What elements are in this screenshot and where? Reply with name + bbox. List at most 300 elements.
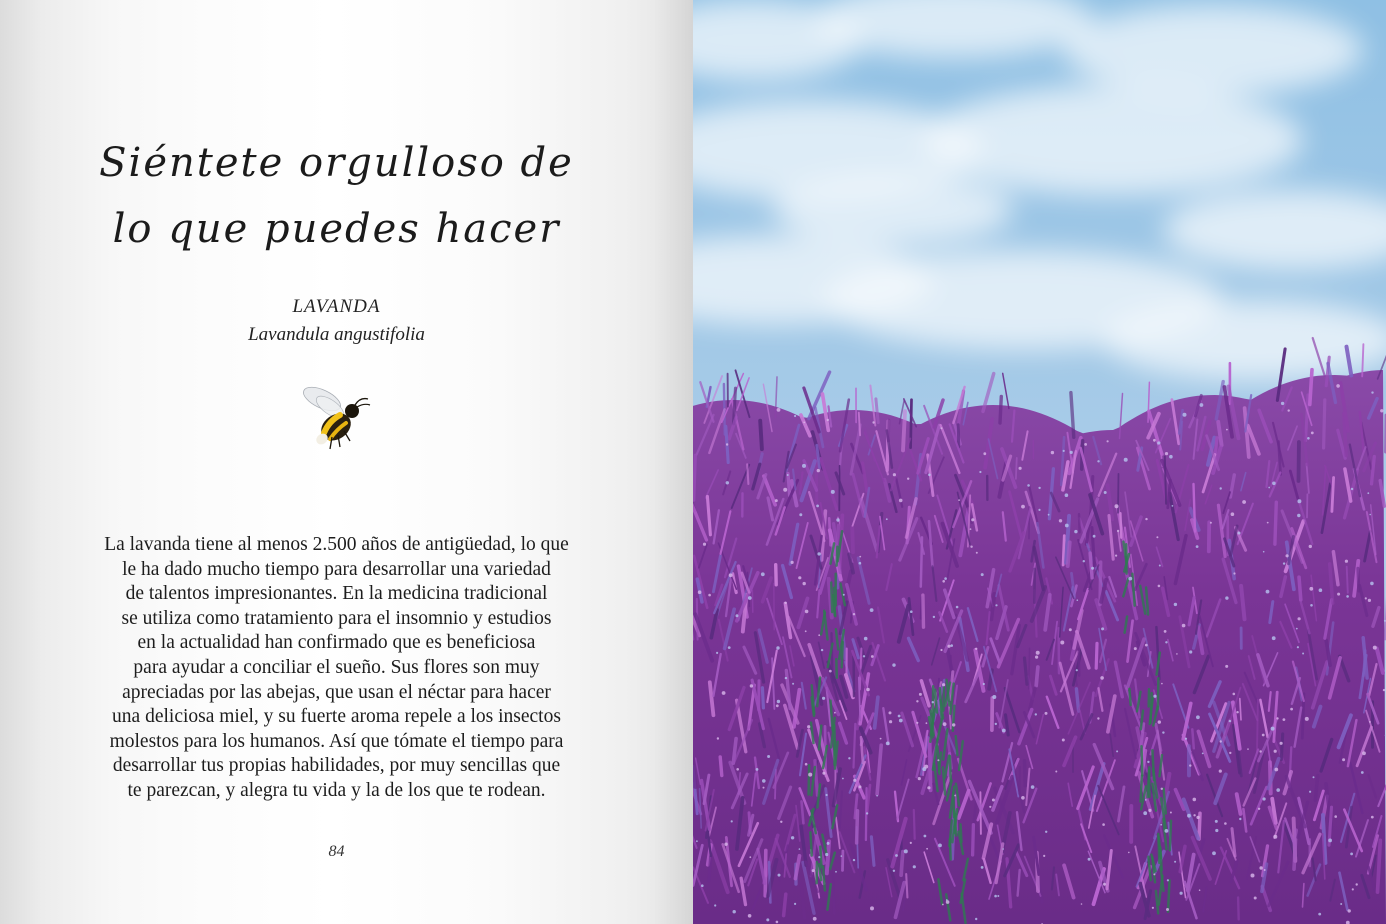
stem-stroke	[943, 687, 944, 710]
plant-common-name: LAVANDA	[292, 296, 381, 317]
blossom-dot	[853, 859, 855, 861]
blossom-dot	[1169, 455, 1173, 459]
blossom-dot	[1307, 437, 1310, 440]
blossom-dot	[1097, 717, 1099, 719]
stem-stroke	[1142, 746, 1143, 775]
blossom-dot	[943, 722, 947, 726]
blossom-dot	[1236, 711, 1238, 713]
blossom-dot	[794, 903, 796, 905]
blossom-dot	[1310, 604, 1313, 607]
blossom-dot	[913, 865, 916, 868]
blossom-dot	[1174, 861, 1176, 863]
stem-stroke	[837, 547, 838, 566]
blossom-dot	[783, 488, 787, 492]
lavender-stroke	[1068, 542, 1070, 566]
blossom-dot	[1272, 636, 1276, 640]
body-line: molestos para los humanos. Así que tómate el tiempo para	[109, 730, 564, 752]
blossom-dot	[1035, 713, 1037, 715]
blossom-dot	[942, 683, 945, 686]
stem-stroke	[1151, 693, 1152, 723]
blossom-dot	[1128, 852, 1130, 854]
blossom-dot	[805, 610, 809, 614]
blossom-dot	[1116, 750, 1118, 752]
blossom-dot	[1274, 768, 1278, 772]
lavender-field-illustration	[693, 0, 1386, 924]
blossom-dot	[827, 842, 830, 845]
blossom-dot	[893, 870, 895, 872]
blossom-dot	[1153, 695, 1156, 698]
lavender-stroke	[923, 595, 924, 627]
blossom-dot	[1334, 815, 1337, 818]
stem-stroke	[950, 756, 951, 781]
stem-stroke	[1170, 821, 1171, 851]
blossom-dot	[864, 637, 868, 641]
blossom-dot	[889, 720, 892, 723]
blossom-dot	[1153, 439, 1156, 442]
lavender-stroke	[694, 455, 696, 500]
lavender-stroke	[1275, 502, 1276, 544]
stem-stroke	[834, 588, 835, 616]
blossom-dot	[870, 906, 874, 910]
blossom-dot	[818, 634, 820, 636]
lavender-stroke	[857, 811, 858, 843]
blossom-dot	[1247, 748, 1249, 750]
blossom-dot	[841, 855, 843, 857]
blossom-dot	[1336, 384, 1340, 388]
blossom-dot	[1115, 504, 1119, 508]
blossom-dot	[979, 471, 981, 473]
blossom-dot	[1093, 535, 1096, 538]
blossom-dot	[1200, 403, 1204, 407]
lavender-stroke	[1257, 700, 1258, 752]
blossom-dot	[1081, 903, 1083, 905]
blossom-dot	[1051, 451, 1054, 454]
blossom-dot	[1367, 492, 1369, 494]
blossom-dot	[1297, 646, 1299, 648]
lavender-stroke	[1036, 667, 1038, 686]
blossom-dot	[1337, 593, 1340, 596]
blossom-dot	[756, 768, 759, 771]
blossom-dot	[1346, 595, 1349, 598]
blossom-dot	[731, 820, 733, 822]
blossom-dot	[1267, 522, 1269, 524]
blossom-dot	[736, 768, 739, 771]
blossom-dot	[1036, 651, 1040, 655]
blossom-dot	[853, 779, 856, 782]
blossom-dot	[785, 677, 787, 679]
blossom-dot	[983, 683, 985, 685]
blossom-dot	[898, 715, 901, 718]
blossom-dot	[1251, 874, 1255, 878]
blossom-dot	[1065, 524, 1069, 528]
blossom-dot	[799, 848, 801, 850]
blossom-dot	[947, 645, 950, 648]
blossom-dot	[1027, 484, 1030, 487]
blossom-dot	[1124, 458, 1128, 462]
blossom-dot	[1276, 788, 1280, 792]
blossom-dot	[805, 630, 807, 632]
blossom-dot	[904, 849, 908, 853]
blossom-dot	[1070, 451, 1073, 454]
blossom-dot	[971, 518, 974, 521]
blossom-dot	[863, 655, 865, 657]
blossom-dot	[1043, 855, 1045, 857]
blossom-dot	[983, 452, 986, 455]
blossom-dot	[1342, 758, 1345, 761]
blossom-dot	[975, 648, 977, 650]
blossom-dot	[1370, 582, 1374, 586]
blossom-dot	[1242, 500, 1246, 504]
blossom-dot	[1348, 909, 1351, 912]
blossom-dot	[728, 646, 731, 649]
blossom-dot	[1283, 718, 1286, 721]
blossom-dot	[975, 918, 977, 920]
blossom-dot	[1060, 641, 1064, 645]
plant-latin-name: Lavandula angustifolia	[248, 324, 425, 345]
blossom-dot	[938, 844, 942, 848]
blossom-dot	[866, 688, 870, 692]
blossom-dot	[1286, 554, 1289, 557]
lavender-stroke	[1016, 458, 1017, 479]
blossom-dot	[834, 712, 836, 714]
blossom-dot	[1185, 738, 1187, 740]
blossom-dot	[726, 443, 728, 445]
blossom-dot	[995, 604, 997, 606]
blossom-dot	[1350, 853, 1353, 856]
blossom-dot	[1328, 839, 1332, 843]
illustration-page	[693, 0, 1386, 924]
blossom-dot	[1182, 624, 1186, 628]
blossom-dot	[1196, 816, 1199, 819]
blossom-dot	[1296, 628, 1298, 630]
lavender-stroke	[1090, 553, 1092, 578]
stem-stroke	[842, 642, 843, 667]
blossom-dot	[825, 853, 828, 856]
blossom-dot	[1045, 712, 1048, 715]
lavender-stroke	[720, 757, 722, 776]
blossom-dot	[932, 701, 934, 703]
lavender-stroke	[1165, 457, 1166, 504]
title-line-1: Siéntete orgulloso de	[99, 140, 574, 186]
body-paragraph	[48, 533, 625, 804]
lavender-stroke	[1358, 568, 1359, 591]
stem-stroke	[956, 736, 958, 755]
blossom-dot	[1145, 799, 1147, 801]
blossom-dot	[981, 866, 984, 869]
blossom-dot	[1091, 567, 1094, 570]
blossom-dot	[976, 552, 978, 554]
blossom-dot	[1165, 829, 1169, 833]
blossom-dot	[1309, 791, 1311, 793]
lavender-stroke	[833, 873, 834, 913]
blossom-dot	[952, 723, 955, 726]
blossom-dot	[1226, 429, 1228, 431]
blossom-dot	[926, 722, 928, 724]
blossom-dot	[1174, 603, 1177, 606]
blossom-dot	[1152, 907, 1154, 909]
blossom-dot	[1274, 750, 1277, 753]
blossom-dot	[748, 596, 752, 600]
blossom-dot	[1069, 628, 1072, 631]
blossom-dot	[1238, 532, 1241, 535]
blossom-dot	[822, 772, 825, 775]
blossom-dot	[835, 871, 837, 873]
blossom-dot	[940, 427, 942, 429]
blossom-dot	[1369, 721, 1371, 723]
blossom-dot	[1318, 913, 1321, 916]
blossom-dot	[1272, 482, 1276, 486]
blossom-dot	[1340, 903, 1342, 905]
blossom-dot	[1031, 785, 1035, 789]
lavender-stroke	[784, 894, 786, 916]
blossom-dot	[1076, 669, 1078, 671]
stem-stroke	[1168, 880, 1170, 912]
blossom-dot	[726, 481, 729, 484]
blossom-dot	[777, 408, 781, 412]
blossom-dot	[826, 794, 828, 796]
blossom-dot	[1369, 514, 1371, 516]
blossom-dot	[1302, 653, 1304, 655]
stem-stroke	[809, 765, 810, 794]
blossom-dot	[1215, 820, 1218, 823]
lavender-stroke	[901, 852, 903, 876]
body-line: una deliciosa miel, y su fuerte aroma repele a los insectos	[112, 706, 561, 728]
blossom-dot	[1160, 824, 1162, 826]
blossom-dot	[1084, 443, 1087, 446]
blossom-dot	[1229, 752, 1231, 754]
blossom-dot	[1097, 460, 1099, 462]
lavender-stroke	[1063, 536, 1064, 565]
blossom-dot	[1002, 729, 1006, 733]
blossom-dot	[1021, 796, 1025, 800]
blossom-dot	[1229, 720, 1231, 722]
blossom-dot	[1165, 452, 1168, 455]
blossom-dot	[928, 474, 931, 477]
blossom-dot	[780, 821, 782, 823]
blossom-dot	[995, 723, 997, 725]
blossom-dot	[1361, 771, 1364, 774]
blossom-dot	[942, 580, 945, 583]
blossom-dot	[778, 874, 781, 877]
blossom-dot	[1276, 717, 1278, 719]
blossom-dot	[1002, 848, 1004, 850]
blossom-dot	[1107, 440, 1109, 442]
blossom-dot	[1035, 656, 1038, 659]
blossom-dot	[696, 840, 698, 842]
blossom-dot	[1309, 545, 1312, 548]
lavender-stroke	[958, 425, 959, 447]
blossom-dot	[816, 505, 819, 508]
blossom-dot	[1220, 487, 1222, 489]
blossom-dot	[1283, 562, 1285, 564]
blossom-dot	[1117, 530, 1119, 532]
blossom-dot	[777, 700, 780, 703]
blossom-dot	[1352, 888, 1354, 890]
blossom-dot	[799, 513, 802, 516]
lavender-stroke	[906, 874, 907, 897]
blossom-dot	[1145, 644, 1148, 647]
blossom-dot	[821, 649, 823, 651]
lavender-stroke	[1324, 400, 1325, 448]
blossom-dot	[812, 869, 815, 872]
blossom-dot	[1264, 869, 1266, 871]
blossom-dot	[907, 478, 909, 480]
lavender-stroke	[762, 688, 763, 708]
blossom-dot	[767, 755, 770, 758]
blossom-dot	[956, 606, 959, 609]
blossom-dot	[1019, 467, 1022, 470]
blossom-dot	[876, 795, 878, 797]
blossom-dot	[950, 644, 953, 647]
blossom-dot	[1021, 505, 1025, 509]
blossom-dot	[910, 610, 913, 613]
blossom-dot	[722, 691, 726, 695]
blossom-dot	[843, 594, 845, 596]
blossom-dot	[1038, 487, 1040, 489]
blossom-dot	[803, 422, 805, 424]
blossom-dot	[1212, 851, 1216, 855]
blossom-dot	[761, 572, 765, 576]
blossom-dot	[989, 806, 991, 808]
lavender-stroke	[1310, 370, 1312, 405]
blossom-dot	[918, 777, 921, 780]
blossom-dot	[899, 719, 903, 723]
blossom-dot	[1045, 831, 1047, 833]
blossom-dot	[762, 779, 766, 783]
blossom-dot	[1065, 493, 1069, 497]
blossom-dot	[1225, 596, 1228, 599]
blossom-dot	[1210, 522, 1212, 524]
stem-stroke	[953, 706, 955, 731]
lavender-stroke	[1194, 484, 1196, 532]
blossom-dot	[763, 787, 765, 789]
blossom-dot	[818, 856, 820, 858]
blossom-dot	[992, 799, 995, 802]
blossom-dot	[1199, 889, 1201, 891]
blossom-dot	[1166, 908, 1169, 911]
blossom-dot	[1239, 818, 1241, 820]
lavender-stroke	[776, 565, 777, 585]
blossom-dot	[940, 649, 942, 651]
blossom-dot	[1055, 771, 1057, 773]
blossom-dot	[895, 854, 898, 857]
blossom-dot	[1356, 883, 1358, 885]
blossom-dot	[1309, 587, 1313, 591]
blossom-dot	[970, 546, 972, 548]
blossom-dot	[1233, 693, 1236, 696]
blossom-dot	[1077, 599, 1079, 601]
blossom-dot	[1313, 776, 1315, 778]
blossom-dot	[1224, 822, 1227, 825]
lavender-stroke	[760, 421, 762, 449]
lavender-stroke	[1120, 513, 1121, 538]
lavender-stroke	[788, 474, 790, 496]
blossom-dot	[1196, 545, 1199, 548]
blossom-dot	[1273, 835, 1277, 839]
blossom-dot	[1271, 727, 1275, 731]
blossom-dot	[813, 917, 817, 921]
blossom-dot	[924, 835, 927, 838]
blossom-dot	[848, 757, 850, 759]
lavender-stroke	[765, 850, 766, 895]
blossom-dot	[1259, 750, 1261, 752]
body-line: desarrollar tus propias habilidades, por muy sencillas que	[112, 755, 561, 777]
blossom-dot	[994, 895, 997, 898]
blossom-dot	[958, 499, 960, 501]
blossom-dot	[1345, 560, 1348, 563]
blossom-dot	[1161, 683, 1163, 685]
blossom-dot	[1263, 797, 1266, 800]
blossom-dot	[916, 722, 918, 724]
blossom-dot	[1268, 487, 1270, 489]
blossom-dot	[893, 473, 896, 476]
blossom-dot	[822, 697, 825, 700]
lavender-stroke	[1029, 648, 1030, 689]
blossom-dot	[919, 693, 922, 696]
lavender-stroke	[1000, 396, 1001, 423]
blossom-dot	[944, 577, 947, 580]
lavender-stroke	[1096, 643, 1097, 668]
blossom-dot	[817, 469, 820, 472]
blossom-dot	[1290, 708, 1293, 711]
blossom-dot	[1147, 761, 1149, 763]
blossom-dot	[1074, 530, 1077, 533]
blossom-dot	[827, 419, 829, 421]
body-line: le ha dado mucho tiempo para desarrollar una variedad	[122, 558, 551, 580]
blossom-dot	[1262, 734, 1265, 737]
stem-stroke	[1141, 776, 1142, 802]
blossom-dot	[1104, 491, 1107, 494]
blossom-dot	[1220, 740, 1222, 742]
blossom-dot	[1371, 391, 1373, 393]
lavender-stroke	[1192, 729, 1194, 748]
blossom-dot	[1288, 409, 1290, 411]
blossom-dot	[1383, 689, 1385, 691]
lavender-stroke	[1281, 734, 1282, 760]
blossom-dot	[1103, 883, 1106, 886]
blossom-dot	[1189, 650, 1192, 653]
lavender-stroke	[1019, 767, 1020, 794]
blossom-dot	[708, 594, 711, 597]
blossom-dot	[1156, 536, 1158, 538]
lavender-stroke	[1079, 649, 1080, 676]
blossom-dot	[791, 561, 794, 564]
blossom-dot	[787, 474, 789, 476]
blossom-dot	[1088, 858, 1091, 861]
blossom-dot	[775, 499, 778, 502]
blossom-dot	[1305, 717, 1309, 721]
blossom-dot	[794, 415, 796, 417]
blossom-dot	[808, 773, 812, 777]
blossom-dot	[927, 786, 930, 789]
blossom-dot	[792, 683, 794, 685]
blossom-dot	[1145, 518, 1147, 520]
blossom-dot	[1083, 560, 1085, 562]
blossom-dot	[859, 562, 862, 565]
blossom-dot	[889, 711, 892, 714]
lavender-stroke	[1332, 478, 1334, 512]
blossom-dot	[836, 518, 839, 521]
blossom-dot	[1048, 514, 1050, 516]
blossom-dot	[1215, 829, 1218, 832]
blossom-dot	[776, 704, 779, 707]
lavender-stroke	[1025, 761, 1026, 786]
blossom-dot	[1231, 512, 1235, 516]
blossom-dot	[954, 795, 956, 797]
blossom-dot	[724, 843, 727, 846]
blossom-dot	[749, 856, 751, 858]
blossom-dot	[1311, 432, 1314, 435]
